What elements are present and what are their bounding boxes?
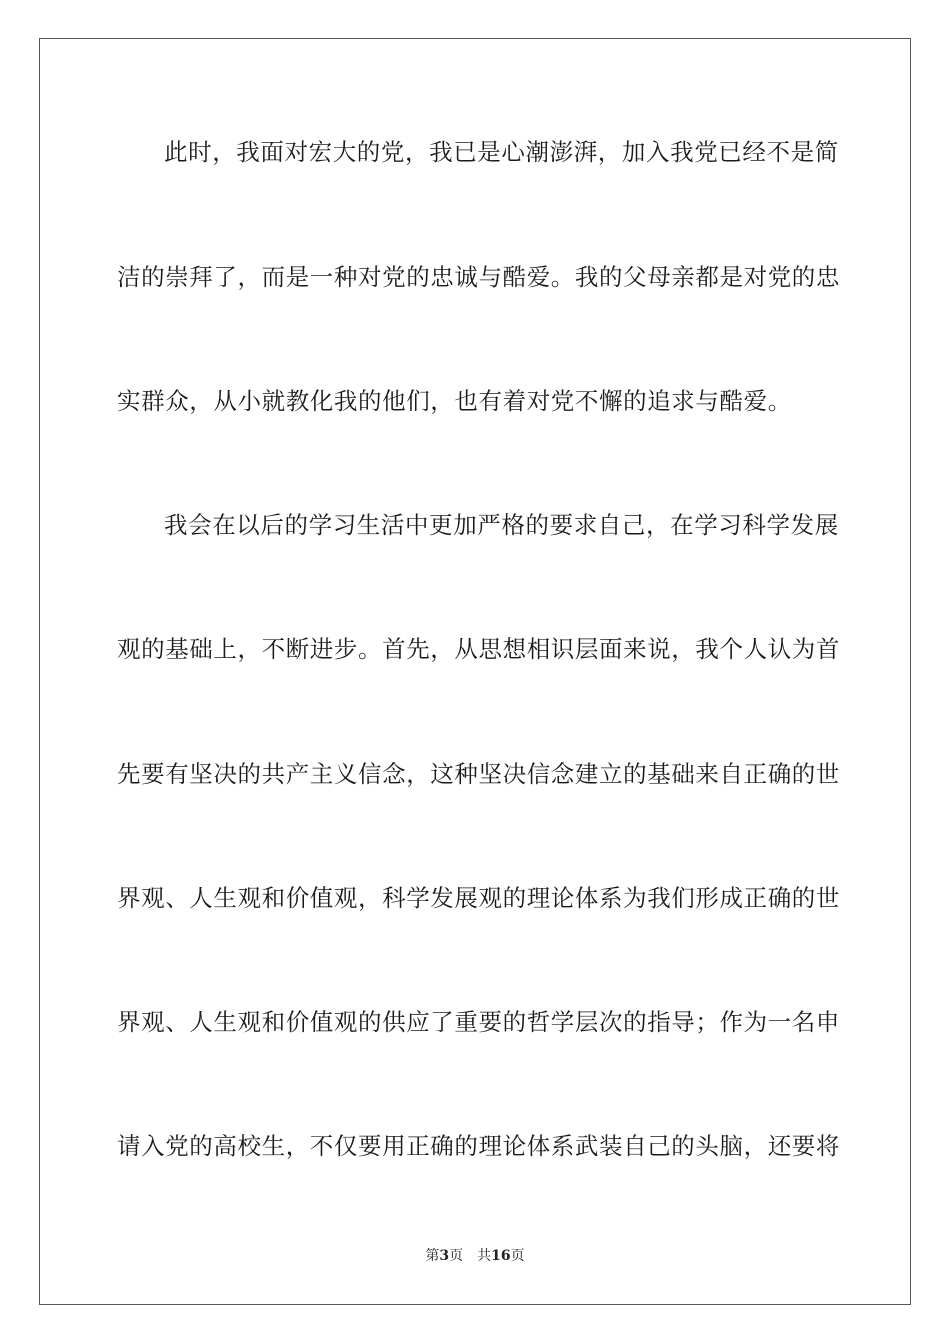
page-border [39,38,911,1305]
paragraph-2-line-2: 观的基础上，不断进步。首先，从思想相识层面来说，我个人认为首 [117,635,840,663]
footer-total-pages: 16 [491,1248,511,1264]
footer-total-unit: 页 [510,1248,525,1264]
paragraph-1-line-2: 洁的崇拜了，而是一种对党的忠诚与酷爱。我的父母亲都是对党的忠 [117,263,840,291]
paragraph-2-line-6: 请入党的高校生，不仅要用正确的理论体系武装自己的头脑，还要将 [117,1132,840,1160]
paragraph-2-line-4: 界观、人生观和价值观，科学发展观的理论体系为我们形成正确的世 [117,884,840,912]
footer-prefix: 第 [425,1248,440,1264]
paragraph-1-line-1: 此时，我面对宏大的党，我已是心潮澎湃，加入我党已经不是简 [164,138,839,166]
paragraph-1-line-3: 实群众，从小就教化我的他们，也有着对党不懈的追求与酷爱。 [117,387,792,415]
page-footer [0,1247,950,1265]
paragraph-2-line-3: 先要有坚决的共产主义信念，这种坚决信念建立的基础来自正确的世 [117,760,840,788]
footer-current-page: 3 [439,1248,450,1264]
paragraph-2-line-5: 界观、人生观和价值观的供应了重要的哲学层次的指导；作为一名申 [117,1008,840,1036]
footer-page-unit: 页 [449,1248,464,1264]
paragraph-2-line-1: 我会在以后的学习生活中更加严格的要求自己，在学习科学发展 [164,511,839,539]
footer-total-prefix: 共 [477,1248,492,1264]
